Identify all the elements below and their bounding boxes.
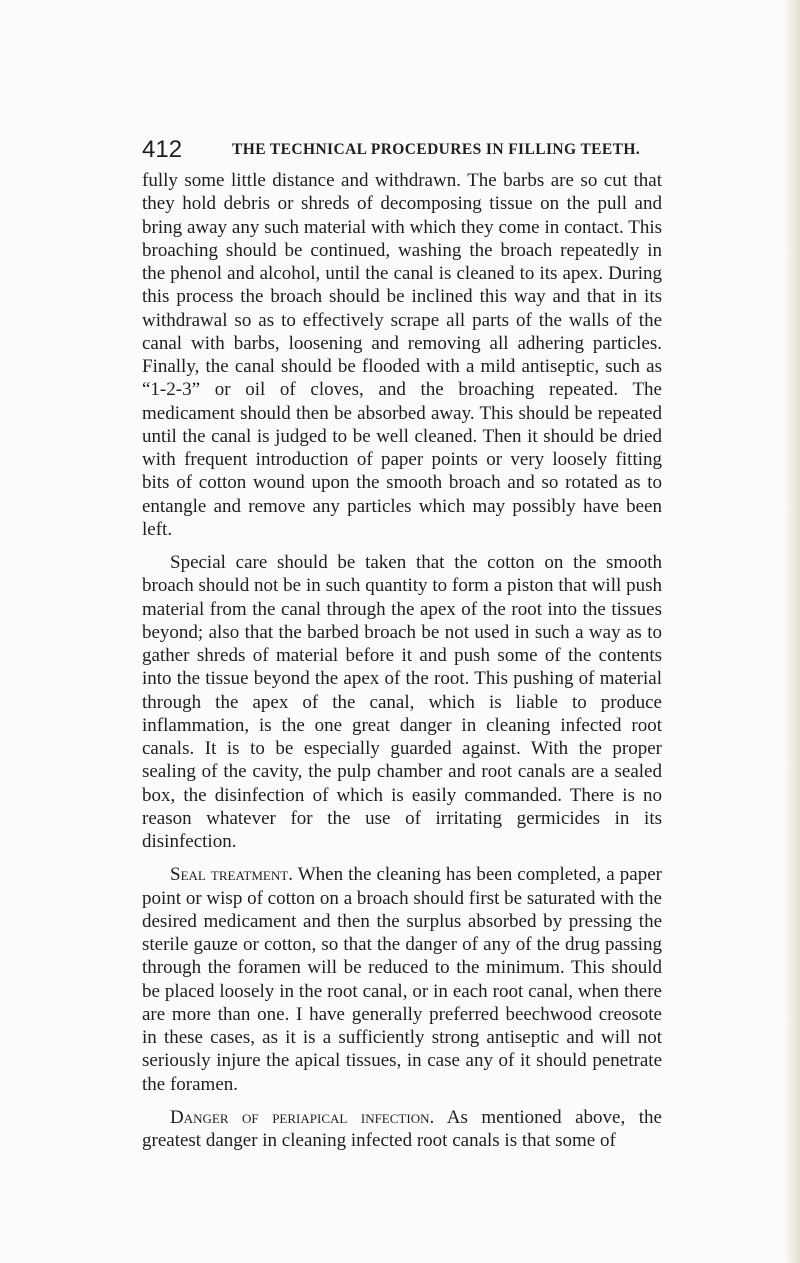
page-header — [142, 135, 662, 165]
body-text — [142, 169, 662, 1162]
paragraph-text: Special care should be taken that the cotton on the smooth broach should not be in such quantity to form a piston that will push material from the canal through the apex of the root into the tissues beyond; also that the barbed broach be not used in such a way as to gather shreds of material before it and push some of the contents into the tissue beyond the apex of the root. This pushing of material through the apex of the canal, which is liable to produce inflammation, is the one great danger in cleaning infected root canals. It is to be especially guarded against. With the proper sealing of the cavity, the pulp chamber and root canals are a sealed box, the disinfection of which is easily commanded. There is no reason whatever for the use of irritating germicides in its disinfection. — [142, 552, 662, 852]
page-number: 412 — [142, 136, 183, 163]
paragraph-periapical-infection — [142, 1106, 662, 1153]
section-heading: Seal treatment. — [170, 864, 293, 886]
section-heading: Danger of periapical infection. — [170, 1106, 435, 1128]
paragraph-continued — [142, 169, 662, 541]
page-edge-tint — [784, 0, 800, 1263]
running-head: THE TECHNICAL PROCEDURES IN FILLING TEETH. — [232, 141, 641, 158]
paragraph-text: When the cleaning has been completed, a paper point or wisp of cotton on a broach should first be saturated with the desired medicament and then the surplus absorbed by pressing the sterile gauze or cotton, so that the danger of any of the drug passing through the foramen will be reduced to the minimum. This should be placed loosely in the root canal, or in each root canal, when there are more than one. I have generally preferred beechwood creosote in these cases, as it is a sufficiently strong antiseptic and will not seriously injure the apical tissues, in case any of it should penetrate the foramen. — [142, 864, 662, 1095]
paragraph-text: fully some little distance and withdrawn. The barbs are so cut that they hold debris or shreds of decomposing tissue on the pull and bring away any such material with which they come in contact. This broaching should be continued, washing the broach repeatedly in the phenol and alcohol, until the canal is cleaned to its apex. During this process the broach should be inclined this way and that in its withdrawal so as to effectively scrape all parts of the walls of the canal with barbs, loosening and removing all adhering particles. Finally, the canal should be flooded with a mild antiseptic, such as “1-2-3” or oil of cloves, and the broaching repeated. The medicament should then be absorbed away. This should be repeated until the canal is judged to be well cleaned. Then it should be dried with frequent introduction of paper points or very loosely fitting bits of cotton wound upon the smooth broach and so rotated as to entangle and remove any particles which may possibly have been left. — [142, 170, 662, 540]
paragraph-seal-treatment — [142, 863, 662, 1096]
paragraph-special-care — [142, 551, 662, 853]
paragraph-text: As mentioned above, the greatest danger in cleaning infected root canals is that some of — [142, 1106, 662, 1151]
